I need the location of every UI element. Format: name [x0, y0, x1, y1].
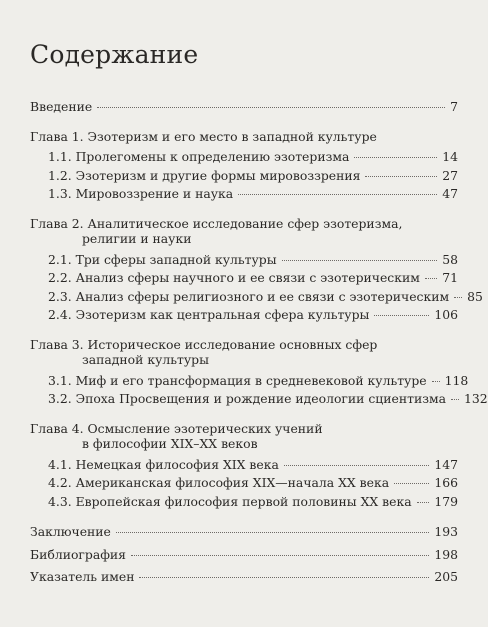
- toc-entry-intro: [30, 98, 458, 117]
- chapter-title: Глава 3. Историческое исследование основных сфер: [30, 336, 378, 352]
- chapter-title: Глава 2. Аналитическое исследование сфер эзотеризма,: [30, 215, 403, 231]
- toc-page-number: 198: [434, 546, 458, 562]
- toc-page-number: 179: [434, 493, 458, 509]
- chapter-heading: [30, 337, 458, 368]
- page-title: Содержание: [30, 40, 199, 69]
- toc-entry-3-1: [30, 372, 469, 391]
- toc-entry-label: 4.2. Американская философия XIX—начала XX века: [48, 475, 390, 490]
- toc-entry-label: 4.3. Европейская философия первой половины XX века: [48, 493, 412, 509]
- chapter-title: Глава 4. Осмысление эзотерических учений: [30, 420, 323, 436]
- dot-leader: [238, 194, 437, 195]
- dot-leader: [425, 278, 437, 279]
- toc-page-number: 58: [442, 251, 458, 267]
- toc-entry-1-1: [30, 148, 458, 167]
- toc-entry-label: 3.1. Миф и его трансформация в средневековой культуре: [48, 372, 427, 388]
- toc-entry-label: 1.3. Мировоззрение и наука: [48, 186, 234, 201]
- dot-leader: [284, 465, 429, 466]
- toc-entry-label: 2.1. Три сферы западной культуры: [48, 251, 277, 267]
- dot-leader: [139, 577, 429, 578]
- toc-entry-2-4: [30, 306, 458, 325]
- dot-leader: [365, 176, 437, 177]
- toc-page-number: 147: [434, 456, 458, 472]
- chapter-3: [30, 336, 488, 409]
- toc-entry-label: 2.2. Анализ сферы научного и ее связи с эзотерическим: [48, 270, 420, 285]
- dot-leader: [451, 399, 459, 400]
- toc-entry-2-3: [30, 288, 483, 307]
- chapter-title-continued: в философии XIX–XX веков: [82, 436, 258, 451]
- toc-entry-label: 2.3. Анализ сферы религиозного и ее связи с эзотерическим: [48, 288, 450, 304]
- chapter-2: [30, 215, 483, 325]
- toc-page-number: 205: [434, 569, 458, 584]
- toc-page-number: 14: [442, 149, 458, 164]
- dot-leader: [116, 532, 429, 533]
- chapter-title: Глава 1. Эзотеризм и его место в западной культуре: [30, 128, 377, 144]
- dot-leader: [282, 260, 438, 261]
- toc-entry-4-2: [30, 474, 458, 493]
- toc-entry-3-2: [30, 390, 488, 409]
- chapter-title-continued: религии и науки: [82, 231, 192, 246]
- toc-page-number: 71: [442, 270, 458, 285]
- toc-entry-label: Введение: [30, 99, 93, 114]
- toc-page-number: 193: [434, 524, 458, 539]
- chapter-heading: [30, 421, 458, 452]
- dot-leader: [131, 555, 429, 556]
- chapter-1: [30, 129, 458, 204]
- toc-entry-bibliography: [30, 546, 458, 565]
- chapter-4: [30, 421, 458, 512]
- toc-page-number: 85: [467, 288, 483, 304]
- toc-entry-4-1: [30, 456, 458, 475]
- toc-entry-4-3: [30, 493, 458, 512]
- toc-entry-2-2: [30, 269, 458, 288]
- toc-entry-label: 3.2. Эпоха Просвещения и рождение идеологии сциентизма: [48, 391, 447, 406]
- toc-page-number: 132: [464, 391, 488, 406]
- dot-leader: [354, 157, 437, 158]
- toc-page-number: 47: [442, 186, 458, 201]
- toc-entry-label: 2.4. Эзотеризм как центральная сфера культуры: [48, 307, 370, 322]
- dot-leader: [394, 483, 429, 484]
- toc-page-number: 166: [434, 475, 458, 490]
- dot-leader: [374, 315, 429, 316]
- toc-entry-1-2: [30, 167, 458, 186]
- toc-entry-label: 1.1. Пролегомены к определению эзотеризма: [48, 149, 350, 164]
- dot-leader: [97, 107, 445, 108]
- toc-entry-label: Библиография: [30, 546, 126, 562]
- dot-leader: [454, 297, 462, 298]
- toc-page-number: 106: [434, 307, 458, 322]
- dot-leader: [417, 502, 430, 503]
- toc-entry-index: [30, 568, 458, 587]
- toc-entry-label: Заключение: [30, 524, 111, 539]
- chapter-heading: [30, 129, 458, 145]
- toc-entry-2-1: [30, 251, 458, 270]
- toc-entry-label: 1.2. Эзотеризм и другие формы мировоззрения: [48, 167, 361, 183]
- toc-page-number: 7: [450, 99, 458, 114]
- toc-entry-1-3: [30, 185, 458, 204]
- chapter-heading: [30, 216, 458, 247]
- table-of-contents: [30, 98, 488, 587]
- toc-entry-label: Указатель имен: [30, 569, 135, 584]
- toc-page-number: 27: [442, 167, 458, 183]
- toc-entry-conclusion: [30, 523, 458, 542]
- chapter-title-continued: западной культуры: [82, 352, 209, 367]
- toc-entry-label: 4.1. Немецкая философия XIX века: [48, 456, 279, 472]
- dot-leader: [432, 381, 440, 382]
- toc-page-number: 118: [444, 372, 469, 388]
